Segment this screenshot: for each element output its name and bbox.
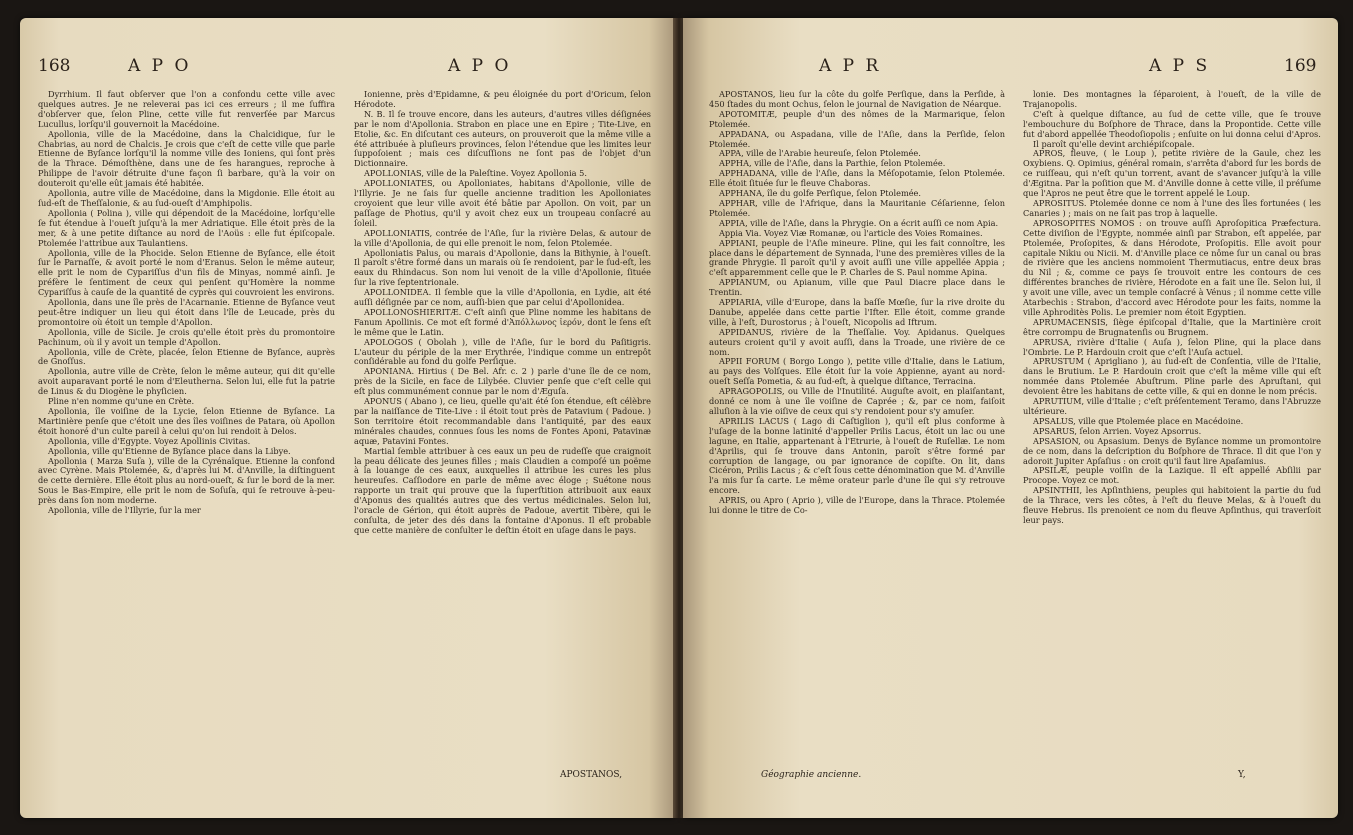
- paragraph: APOLLONIDEA. Il ſemble que la ville d'Apollonia, en Lydie, ait été auſſi déſignée par ce nom, auſſi-bien que par celui d'Apollonidea.: [354, 287, 651, 308]
- paragraph: APOLOGOS ( Obolah ), ville de l'Aſie, ſur le bord du Paſitigris. L'auteur du périple de la mer Erythrée, l'indique comme un entrepôt conſidérable au fond du golfe Perſique.: [354, 336, 651, 367]
- paragraph: Apollonia ( Polina ), ville qui dépendoit de la Macédoine, lorſqu'elle ſe fut étendue à l'oueſt juſqu'à la mer Adriatique. Elle étoit près de la mer, & à une petite diſtance au nord de l'Aoüs : elle fut épiſcopale. Ptolemée l'attribue aux Taulantiens.: [38, 207, 335, 248]
- signature-mark: Y,: [1238, 770, 1246, 780]
- paragraph: Dyrrhium. Il faut obſerver que l'on a confondu cette ville avec quelques autres. Je ne releverai pas ici ces erreurs ; il me ſuffira d'obſerver que, ſelon Pline, cette ville fut renverſée par Marcus Lucullus, lorſqu'il gouvernoit la Macédoine.: [38, 89, 335, 129]
- right-page-number: 169: [1284, 56, 1317, 76]
- paragraph: Apollonia, ville de Sicile. Je crois qu'elle étoit près du promontoire Pachinum, où il y avoit un temple d'Apollon.: [38, 326, 335, 347]
- paragraph: APPIANI, peuple de l'Aſie mineure. Pline, qui les fait connoître, les place dans le département de Synnada, l'une des premières villes de la grande Phrygie. Il paroît qu'il y avoit auſſi une ville appellée Appia ; c'eſt apparemment celle que le P. Charles de S. Paul nomme Apina.: [709, 237, 1005, 278]
- catchword: APOSTANOS,: [560, 770, 623, 780]
- paragraph: Apollonia, île voiſine de la Lycie, ſelon Etienne de Byſance. La Martinière penſe que c'étoit une des îles voiſines de Patara, où Apollon étoit honoré d'un culte pareil à celui qu'on lui rendoit à Delos.: [38, 406, 335, 436]
- paragraph: Apollonia, ville de l'Illyrie, ſur la mer: [48, 505, 201, 516]
- paragraph: Appia Via. Voyez Viæ Romanæ, ou l'article des Voies Romaines.: [719, 227, 983, 238]
- paragraph: Apollonia, ville de Crète, placée, ſelon Etienne de Byſance, auprès de Gnoſſus.: [38, 346, 335, 367]
- footer-note: Géographie ancienne.: [761, 770, 862, 780]
- paragraph: Apollonia, autre ville de Macédoine, dans la Migdonie. Elle étoit au ſud-eſt de Theſſalonie, & au ſud-oueſt d'Amphipolis.: [38, 188, 335, 208]
- right-running-head: [709, 56, 1329, 80]
- paragraph: APOLLONIATES, ou Apolloniates, habitans d'Apollonie, ville de l'Illyrie. Je ne ſais ſur quelle ancienne tradition les Apolloniates croyoient que leur ville avoit été bâtie par Apollon. On voit, par un paſſage de Photius, qu'il y avoit chez eux un troupeau conſacré au ſoleil.: [354, 178, 651, 228]
- paragraph: APPHADANA, ville de l'Aſie, dans la Méſopotamie, ſelon Ptolemée. Elle étoit ſituée ſur le fleuve Chaboras.: [709, 168, 1005, 189]
- left-page: [20, 18, 675, 818]
- paragraph: Apollonia, dans une île près de l'Acarnanie. Etienne de Byſance veut peut-être indiquer un lieu qui étoit dans l'île de Leucade, près du promontoire où étoit un temple d'Apollon.: [38, 297, 335, 327]
- left-column-2: [354, 90, 651, 536]
- paragraph: N. B. Il ſe trouve encore, dans les auteurs, d'autres villes déſignées par le nom d'Apollonia. Strabon en place une en Epire ; Tite-Live, en Etolie, &c. En diſcutant ces auteurs, on prouveroit que la même ville a été attribuée à pluſieurs provinces, ſelon l'étendue que les limites leur ſuppoſoient ; mais ces diſcuſſions ne ſont pas de l'objet d'un Dictionnaire.: [354, 108, 651, 169]
- paragraph: APOSTANOS, lieu ſur la côte du golfe Perſique, dans la Perſide, à 450 ſtades du mont Ochus, ſelon le journal de Navigation de Néarque.: [709, 89, 1005, 109]
- paragraph: APPHA, ville de l'Aſie, dans la Parthie, ſelon Ptolemée.: [719, 158, 946, 169]
- paragraph: Apollonia ( Marza Suſa ), ville de la Cyrénaïque. Etienne la confond avec Cyrène. Mais Ptolemée, &, d'après lui M. d'Anville, la diſtinguent de cette dernière. Elle étoit plus au nord-oueſt, & ſur le bord de la mer. Sous le Bas-Empire, elle prit le nom de Soſuſa, qui ſe retrouve à-peu-près dans ſon nom moderne.: [38, 455, 335, 506]
- paragraph: APRUSA, rivière d'Italie ( Auſa ), ſelon Pline, qui la place dans l'Ombrie. Le P. Hardouin croit que c'eſt l'Auſa actuel.: [1023, 336, 1321, 357]
- paragraph: APPIARIA, ville d'Europe, dans la baſſe Mœſie, ſur la rive droite du Danube, appelée dans cette partie l'Ifter. Elle étoit, comme grande ville, à l'eſt, Durostorus ; à l'oueſt, Nicopolis ad Iftrum.: [709, 297, 1005, 327]
- paragraph: APROSITUS. Ptolemée donne ce nom à l'une des îles fortunées ( les Canaries ) ; mais on ne ſait pas trop à laquelle.: [1023, 197, 1321, 218]
- paragraph: APONUS ( Abano ), ce lieu, quelle qu'ait été ſon étendue, eſt célèbre par la naiſſance de Tite-Live : il étoit tout près de Patavium ( Padoue. ) Son territoire étoit recommandable dans l'antiquité, par des eaux minérales chaudes, connues ſous les noms de Fontes Aponi, Patavinæ aquæ, Patavini Fontes.: [354, 396, 651, 446]
- paragraph: APPADANA, ou Aspadana, ville de l'Aſie, dans la Perſide, ſelon Ptolemée.: [709, 128, 1005, 149]
- paragraph: APOLLONIAS, ville de la Paleſtine. Voyez Apollonia 5.: [364, 168, 587, 179]
- paragraph: Apollonia, ville qu'Etienne de Byſance place dans la Libye.: [48, 445, 291, 456]
- paragraph: APOLLONIATIS, contrée de l'Aſie, ſur la rivière Delas, & autour de la ville d'Apollonia, de qui elle prenoit le nom, ſelon Ptolemée.: [354, 227, 651, 248]
- paragraph: APPIANUM, ou Apianum, ville que Paul Diacre place dans le Trentin.: [709, 277, 1005, 298]
- right-column-1: [709, 90, 1005, 516]
- paragraph: APROSOPITES NOMOS : on trouve auſſi Aproſopitica Præfectura. Cette diviſion de l'Egypte, nommée ainſi par Strabon, eſt appelée, par Ptolemée, Proſopites, & dans Hérodote, Proſopitis. Elle avoit pour capitale Nikiu ou Nicii. M. d'Anville place ce nôme ſur un canal ou bras de rivière que les anciens nommoient Thermutiacus, entre deux bras du Nil ; &, comme ce pays ſe trouvoit entre les contours de ces différentes branches de rivière, Hérodote en a fait une île. Selon lui, il y avoit une ville, avec un temple conſacré à Vénus ; il nomme cette ville Atarbechis : Strabon, d'accord avec Hérodote pour les faits, nomme la ville Aphroditès Polis. Le premier nom étoit Egyptien.: [1023, 217, 1321, 317]
- right-page: [683, 18, 1338, 818]
- paragraph: APRUTIUM, ville d'Italie ; c'eſt préſentement Teramo, dans l'Abruzze ultérieure.: [1023, 396, 1321, 416]
- right-head-left: A P R: [819, 56, 882, 76]
- paragraph: Il paroît qu'elle devint archiépiſcopale.: [1033, 138, 1195, 149]
- paragraph: Apolloniatis Palus, ou marais d'Apollonie, dans la Bithynie, à l'oueſt. Il paroît s'être formé dans un marais où ſe rendoient, par le ſud-eſt, les eaux du Rhindacus. Son nom lui venoit de la ville d'Apollonie, ſituée ſur la rive ſeptentrionale.: [354, 247, 651, 288]
- left-head-left: A P O: [128, 56, 192, 76]
- paragraph: APOTOMITÆ, peuple d'un des nômes de la Marmarique, ſelon Ptolemée.: [709, 108, 1005, 129]
- left-column-1: [38, 90, 335, 516]
- paragraph: Apollonia, autre ville de Crète, ſelon le même auteur, qui dit qu'elle avoit auparavant porté le nom d'Eleutherna. Selon lui, elle fut la patrie de Linus & du Diogène le phyſicien.: [38, 366, 335, 397]
- paragraph: APPA, ville de l'Arabie heureuſe, ſelon Ptolemée.: [719, 148, 921, 159]
- paragraph: APPIDANUS, rivière de la Theſſalie. Voy. Apidanus. Quelques auteurs croient qu'il y avoit auſſi, dans la Troade, une rivière de ce nom.: [709, 326, 1005, 357]
- paragraph: APRAGOPOLIS, ou Ville de l'Inutilité. Auguſte avoit, en plaiſantant, donné ce nom à une île voiſine de Caprée ; &, par ce nom, faiſoit alluſion à la vie oiſive de ceux qui s'y rendoient pour s'y amuſer.: [709, 386, 1005, 416]
- paragraph: APPIA, ville de l'Aſie, dans la Phrygie. On a écrit auſſi ce nom Apia.: [719, 217, 999, 228]
- paragraph: APPHAR, ville de l'Afrique, dans la Mauritanie Céſarienne, ſelon Ptolemée.: [709, 197, 1005, 218]
- paragraph: Apollonia, ville d'Egypte. Voyez Apollinis Civitas.: [48, 435, 251, 446]
- paragraph: APRIS, ou Apro ( Aprio ), ville de l'Europe, dans la Thrace. Ptolemée lui donne le titre de Co-: [709, 495, 1005, 516]
- paragraph: C'eſt à quelque diſtance, au ſud de cette ville, que ſe trouve l'embouchure du Boſphore de Thrace, dans la Propontide. Cette ville fut d'abord appellée Theodoſiopolis ; enſuite on lui donna celui d'Apros.: [1023, 108, 1321, 139]
- left-page-number: 168: [38, 56, 71, 76]
- paragraph: APPHANA, île du golfe Perſique, ſelon Ptolemée.: [719, 188, 921, 199]
- paragraph: APSINTHII, les Apſinthiens, peuples qui habitoient la partie du ſud de la Thrace, vers les côtes, à l'eſt du fleuve Melas, & à l'oueſt du fleuve Hebrus. Ils prenoient ce nom du fleuve Apſinthus, qui traverſoit leur pays.: [1023, 485, 1321, 525]
- paragraph: APRUSTUM ( Aprigliano ), au ſud-eſt de Conſentia, ville de l'Italie, dans le Brutium. Le P. Hardouin croit que c'eſt la même ville qui eſt nommée dans Ptolemée Abuſtrum. Pline parle des Apruſtani, qui devoient être les habitans de cette ville, & qui en donne le nom précis.: [1023, 356, 1321, 397]
- paragraph: APSASION, ou Apsasium. Denys de Byſance nomme un promontoire de ce nom, dans la deſcription du Boſphore de Thrace. Il dit que l'on y adoroit Jupiter Apſaſius : on croit qu'il faut lire Apaſamius.: [1023, 435, 1321, 466]
- paragraph: Pline n'en nomme qu'une en Crète.: [48, 396, 195, 407]
- paragraph: lonie. Des montagnes la ſéparoient, à l'oueſt, de la ville de Trajanopolis.: [1023, 89, 1321, 109]
- left-running-head: [38, 56, 658, 80]
- paragraph: Apollonia, ville de la Phocide. Selon Etienne de Byſance, elle étoit ſur le Parnaſſe, & avoit porté le nom d'Eranus. Selon le même auteur, elle prit le nom de Cypariſſus d'un fils de Minyas, nommé ainſi. Je préfère le ſentiment de ceux qui penſent qu'Homère la nomme Cypariſſus à cauſe de la quantité de cyprès qui couvroient les environs.: [38, 247, 335, 298]
- right-column-2: [1023, 90, 1321, 526]
- paragraph: APSALUS, ville que Ptolemée place en Macédoine.: [1033, 415, 1244, 426]
- paragraph: APSILÆ, peuple voiſin de la Lazique. Il eſt appellé Abſilii par Procope. Voyez ce mot.: [1023, 465, 1321, 486]
- paragraph: APPII FORUM ( Borgo Longo ), petite ville d'Italie, dans le Latium, au pays des Volſques. Elle étoit ſur la voie Appienne, ayant au nord-oueſt Seſſa Pometia, & au ſud-eſt, à quelque diſtance, Terracina.: [709, 356, 1005, 387]
- paragraph: APONIANA. Hirtius ( De Bel. Afr. c. 2 ) parle d'une île de ce nom, près de la Sicile, en face de Lilybée. Cluvier penſe que c'eſt celle qui eſt plus communément connue par le nom d'Æguſa.: [354, 366, 651, 397]
- paragraph: APRILIS LACUS ( Lago di Caſtiglion ), qu'il eſt plus conforme à l'uſage de la bonne latinité d'appeller Prilis Lacus, étoit un lac ou une lagune, en Italie, appartenant à l'Etrurie, à l'oueſt de Ruſellæ. Le nom d'Aprilis, qui ſe trouve dans Antonin, paroît s'être formé par corruption de langage, ou par ignorance de copiſte. On lit, dans Cicéron, Prilis Lacus ; & c'eſt ſous cette dénomination que M. d'Anville l'a mis ſur ſa carte. Le même orateur parle d'une île qui s'y retrouve encore.: [709, 415, 1005, 496]
- right-head-right: A P S: [1149, 56, 1211, 76]
- paragraph: APRUMACENSIS, ſiège épiſcopal d'Italie, que la Martinière croit être corrompu de Brugnatenſis ou Brugnem.: [1023, 316, 1321, 337]
- paragraph: Martial ſemble attribuer à ces eaux un peu de rudeſſe que craignoit la peau délicate des jeunes filles ; mais Claudien a compoſé un poëme à la louange de ces eaux, auxquelles il attribue les cures les plus heureuſes. Caſſiodore en parle de même avec éloge ; Suétone nous rapporte un trait qui prouve que la ſuperſtition attribuoit aux eaux d'Aponus des qualités autres que des vertus médicinales. Selon lui, l'oracle de Gérion, qui étoit auprès de Padoue, avertit Tibère, qui le conſulta, de jeter des dés dans la fontaine d'Aponus. Il eſt probable que cette manière de conſulter le deſtin étoit en uſage dans le pays.: [354, 445, 651, 535]
- book-spread: [20, 18, 1338, 818]
- paragraph: APSARUS, ſelon Arrien. Voyez Apsorrus.: [1033, 425, 1202, 436]
- paragraph: APROS, fleuve, ( le Loup ), petite rivière de la Gaule, chez les Oxybiens. Q. Opimius, général romain, s'arrêta d'abord ſur les bords de ce ruiſſeau, qui n'eſt qu'un torrent, avant de s'avancer juſqu'à la ville d'Ægitna. Par la poſition que M. d'Anville donne à cette ville, il préſume que l'Apros ne peut être que le torrent appelé le Loup.: [1023, 148, 1321, 199]
- paragraph: Ionienne, près d'Epidamne, & peu éloignée du port d'Oricum, ſelon Hérodote.: [354, 89, 651, 109]
- paragraph: APOLLONOSHIERITÆ. C'eſt ainſi que Pline nomme les habitans de Fanum Apollinis. Ce mot eſt formé d'Ἀπόλλωνος ἱερόν, dont le ſens eſt le même que le Latin.: [354, 306, 651, 337]
- paragraph: Apollonia, ville de la Macédoine, dans la Chalcidique, ſur le Chabrias, au nord de Chalcis. Je crois que c'eſt de cette ville que parle Etienne de Byſance lorſqu'il la nomme ville des Ioniens, qui ſont près de la Thrace. Démoſthène, dans une de ſes harangues, reproche à Philippe de l'avoir détruite d'une façon ſi barbare, qu'à la voir on douteroit qu'elle eût jamais été habitée.: [38, 128, 335, 189]
- left-head-right: A P O: [448, 56, 512, 76]
